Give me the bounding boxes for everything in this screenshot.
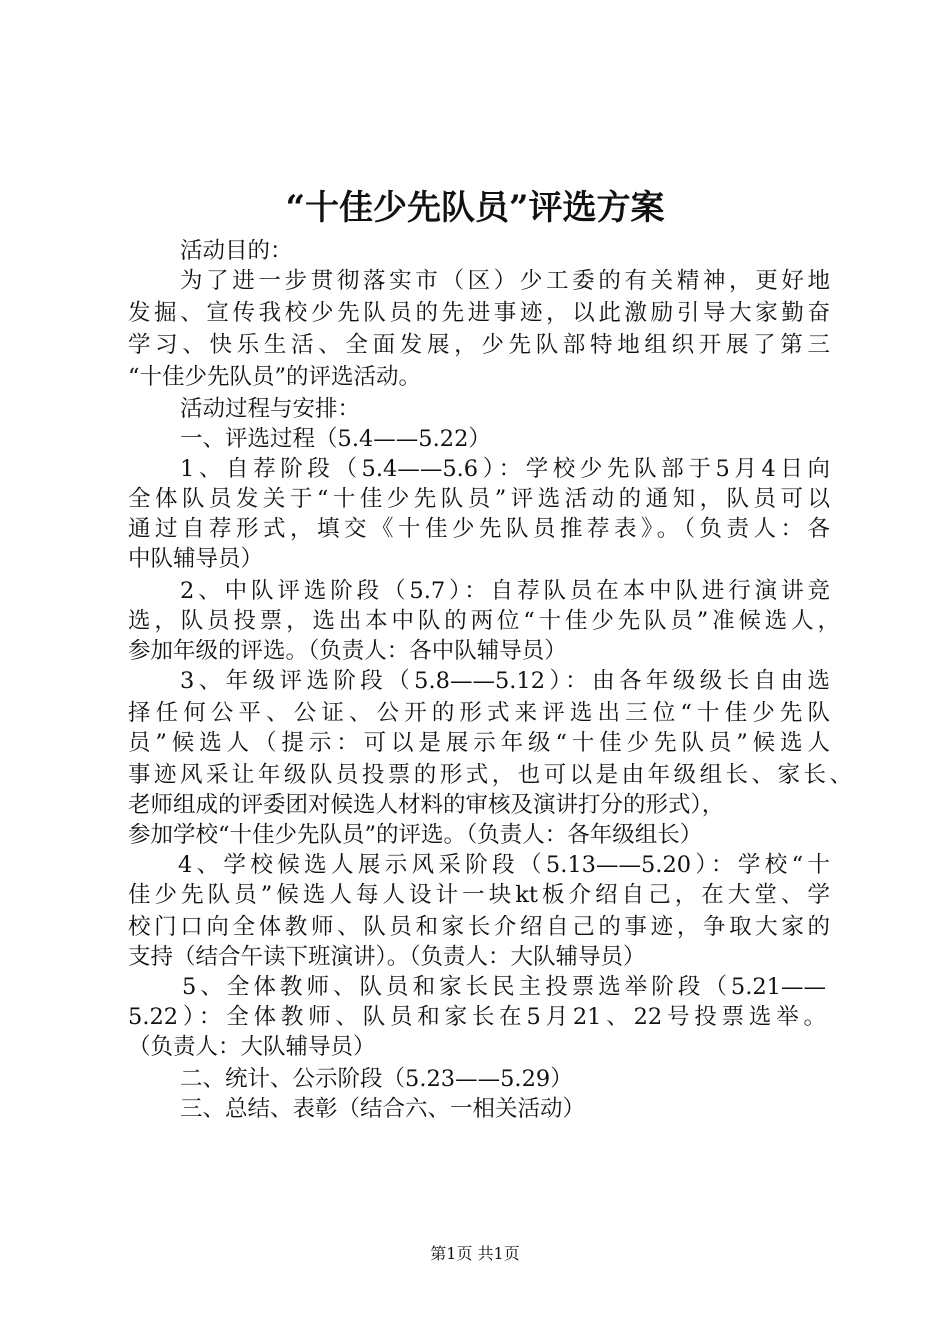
body-line: 参加学校“十佳少先队员”的评选。（负责人：各年级组长） bbox=[128, 822, 703, 848]
body-line: 中队辅导员） bbox=[128, 546, 264, 572]
body-line: 全体队员发关于“十佳少先队员”评选活动的通知，队员可以 bbox=[128, 486, 830, 512]
body-line: 佳少先队员”候选人每人设计一块kt板介绍自己，在大堂、学 bbox=[128, 882, 830, 908]
section-heading: 一、评选过程（5.4——5.22） bbox=[180, 426, 491, 452]
body-line: 支持（结合午读下班演讲）。（负责人：大队辅导员） bbox=[128, 944, 646, 970]
body-line: 老师组成的评委团对候选人材料的审核及演讲打分的形式）， bbox=[128, 792, 725, 818]
body-line: 通过自荐形式，填交《十佳少先队员推荐表》。（负责人：各 bbox=[128, 516, 830, 542]
body-line: 5.22）：全体教师、队员和家长在5月21、22号投票选举。 bbox=[128, 1004, 826, 1030]
body-line: 1、自荐阶段（5.4——5.6）：学校少先队部于5月4日向 bbox=[180, 456, 830, 482]
body-line: 参加年级的评选。（负责人：各中队辅导员） bbox=[128, 638, 567, 664]
body-line: 择任何公平、公证、公开的形式来评选出三位“十佳少先队 bbox=[128, 700, 830, 726]
page-footer: 第1页 共1页 bbox=[430, 1244, 520, 1263]
body-line: 2、中队评选阶段（5.7）：自荐队员在本中队进行演讲竞 bbox=[180, 578, 830, 604]
body-line: 校门口向全体教师、队员和家长介绍自己的事迹，争取大家的 bbox=[128, 914, 830, 940]
section-heading: 二、统计、公示阶段（5.23——5.29） bbox=[180, 1066, 573, 1092]
body-line: 3、年级评选阶段（5.8——5.12）：由各年级级长自由选 bbox=[180, 668, 830, 694]
body-line: 发掘、宣传我校少先队员的先进事迹，以此激励引导大家勤奋 bbox=[128, 300, 830, 326]
body-line: “十佳少先队员”的评选活动。 bbox=[128, 364, 422, 390]
body-line: 选，队员投票，选出本中队的两位“十佳少先队员”准候选人， bbox=[128, 608, 840, 634]
body-line: 学习、快乐生活、全面发展，少先队部特地组织开展了第三 bbox=[128, 332, 830, 358]
body-line: 为了进一步贯彻落实市（区）少工委的有关精神，更好地 bbox=[180, 268, 830, 294]
body-line: 活动过程与安排： bbox=[180, 396, 361, 422]
document-title: “十佳少先队员”评选方案 bbox=[285, 188, 665, 228]
body-line: 事迹风采让年级队员投票的形式，也可以是由年级组长、家长、 bbox=[128, 762, 852, 788]
body-line: 5、全体教师、队员和家长民主投票选举阶段（5.21—— bbox=[182, 974, 826, 1000]
body-line: 员”候选人（提示：可以是展示年级“十佳少先队员”候选人 bbox=[128, 730, 830, 756]
body-line: （负责人：大队辅导员） bbox=[128, 1034, 376, 1060]
body-line: 活动目的： bbox=[180, 238, 293, 264]
section-heading: 三、总结、表彰（结合六、一相关活动） bbox=[180, 1096, 586, 1122]
body-line: 4、学校候选人展示风采阶段（5.13——5.20）：学校“十 bbox=[178, 852, 830, 878]
